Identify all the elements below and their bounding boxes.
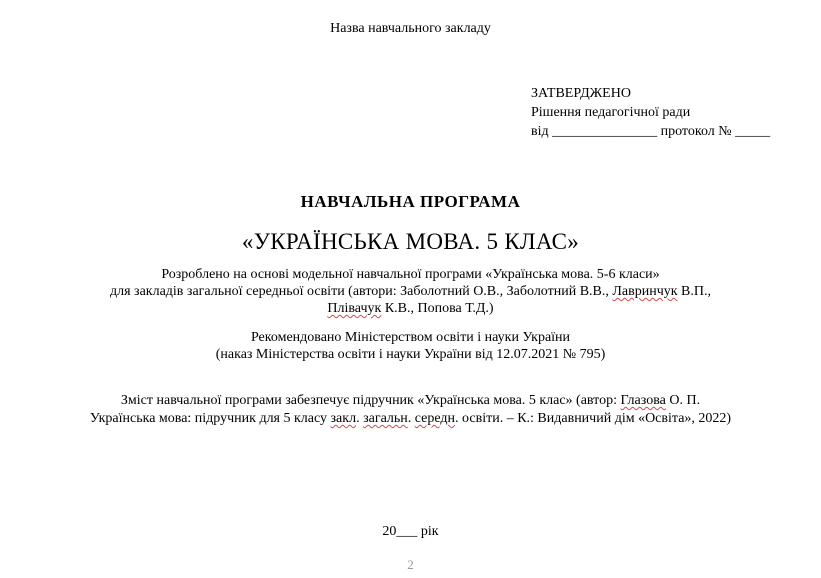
program-subject-title: «УКРАЇНСЬКА МОВА. 5 КЛАС» bbox=[241, 229, 580, 254]
spellcheck-word: Плівачук bbox=[327, 301, 382, 316]
program-title: НАВЧАЛЬНА ПРОГРАМА bbox=[300, 192, 521, 211]
developed-text: В.П., bbox=[677, 284, 711, 299]
approval-date-protocol: від _______________ протокол № _____ bbox=[531, 124, 771, 139]
spellcheck-word: Лавринчук bbox=[612, 284, 678, 299]
approval-council: Рішення педагогічної ради bbox=[531, 105, 691, 120]
content-text: Українська мова: підручник для 5 класу bbox=[89, 411, 331, 426]
recommended-line-2: (наказ Міністерства освіти і науки України від 12.07.2021 № 795) bbox=[215, 347, 606, 362]
approval-heading: ЗАТВЕРДЖЕНО bbox=[531, 86, 631, 101]
spellcheck-word: загальн bbox=[363, 411, 408, 426]
developed-basis-line-2 bbox=[0, 284, 821, 300]
content-text: . bbox=[407, 411, 415, 426]
developed-text: К.В., Попова Т.Д.) bbox=[381, 301, 494, 316]
year-line: 20___ рік bbox=[382, 524, 439, 539]
content-line-2 bbox=[0, 411, 821, 427]
spellcheck-word: закл bbox=[330, 411, 357, 426]
developed-basis-line-3 bbox=[0, 301, 821, 317]
recommended-line-1: Рекомендовано Міністерством освіти і науки України bbox=[250, 330, 571, 345]
developed-text: для закладів загальної середньої освіти (автори: Заболотний О.В., Заболотний В.В., bbox=[110, 284, 613, 299]
spellcheck-word: Глазова bbox=[620, 393, 666, 408]
content-text: О. П. bbox=[665, 393, 701, 408]
page-number: 2 bbox=[407, 557, 414, 572]
content-text: Зміст навчальної програми забезпечує підручник «Українська мова. 5 клас» (автор: bbox=[120, 393, 621, 408]
spellcheck-word: середн bbox=[414, 411, 456, 426]
developed-basis-line-1: Розроблено на основі модельної навчальної програми «Українська мова. 5-6 класи» bbox=[161, 267, 660, 282]
content-line-1 bbox=[0, 393, 821, 409]
content-text: . bbox=[356, 411, 364, 426]
content-text: . освіти. – К.: Видавничий дім «Освіта», 2022) bbox=[455, 411, 732, 426]
institution-name: Назва навчального закладу bbox=[330, 21, 491, 36]
